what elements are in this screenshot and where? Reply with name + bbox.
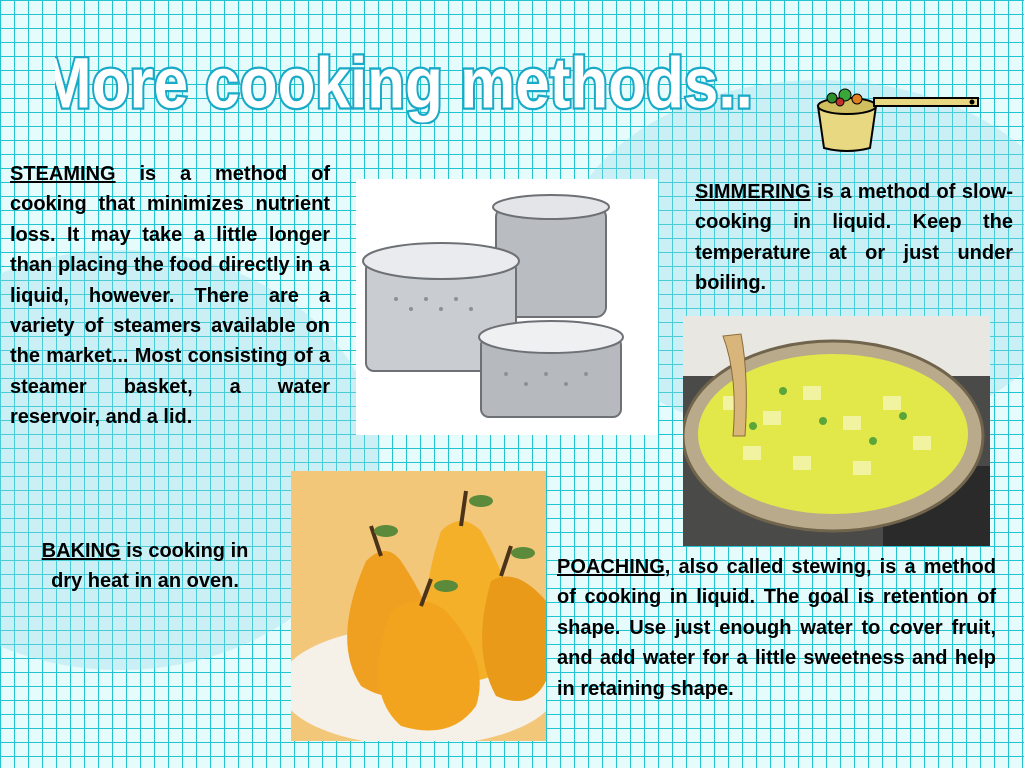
poaching-paragraph [557,552,996,704]
simmering-term: SIMMERING [695,181,811,203]
steamer-pot-photo [356,179,658,435]
poaching-text: also called stewing, is a method of cooking in liquid. The goal is retention of shape. Use just enough water to cover fruit, and add water for a little sweetness and help in retaining shape. [557,556,996,700]
simmering-text: is a method of slow-cooking in liquid. Keep the temperature at or just under boiling. [695,181,1013,295]
simmer-pan-photo [683,316,990,546]
baking-text: is cooking in dry heat in an oven. [51,540,249,593]
poaching-term: POACHING, [557,556,671,578]
steaming-text: is a method of cooking that minimizes nutrient loss. It may take a little longer than placing the food directly in a liquid, however. There are a variety of steamers available on the market... Most consisting of a steamer basket, a water reservoir, and a lid. [10,163,330,429]
title-text: More cooking methods... [55,44,755,124]
saucepan-with-vegetables-icon [812,82,987,154]
simmering-paragraph [695,177,1013,299]
baking-paragraph [40,536,250,597]
steaming-paragraph [10,159,330,433]
steaming-term: STEAMING [10,163,116,185]
baking-term: BAKING [41,540,121,562]
poached-pears-photo [291,471,546,741]
page-title [55,34,755,124]
